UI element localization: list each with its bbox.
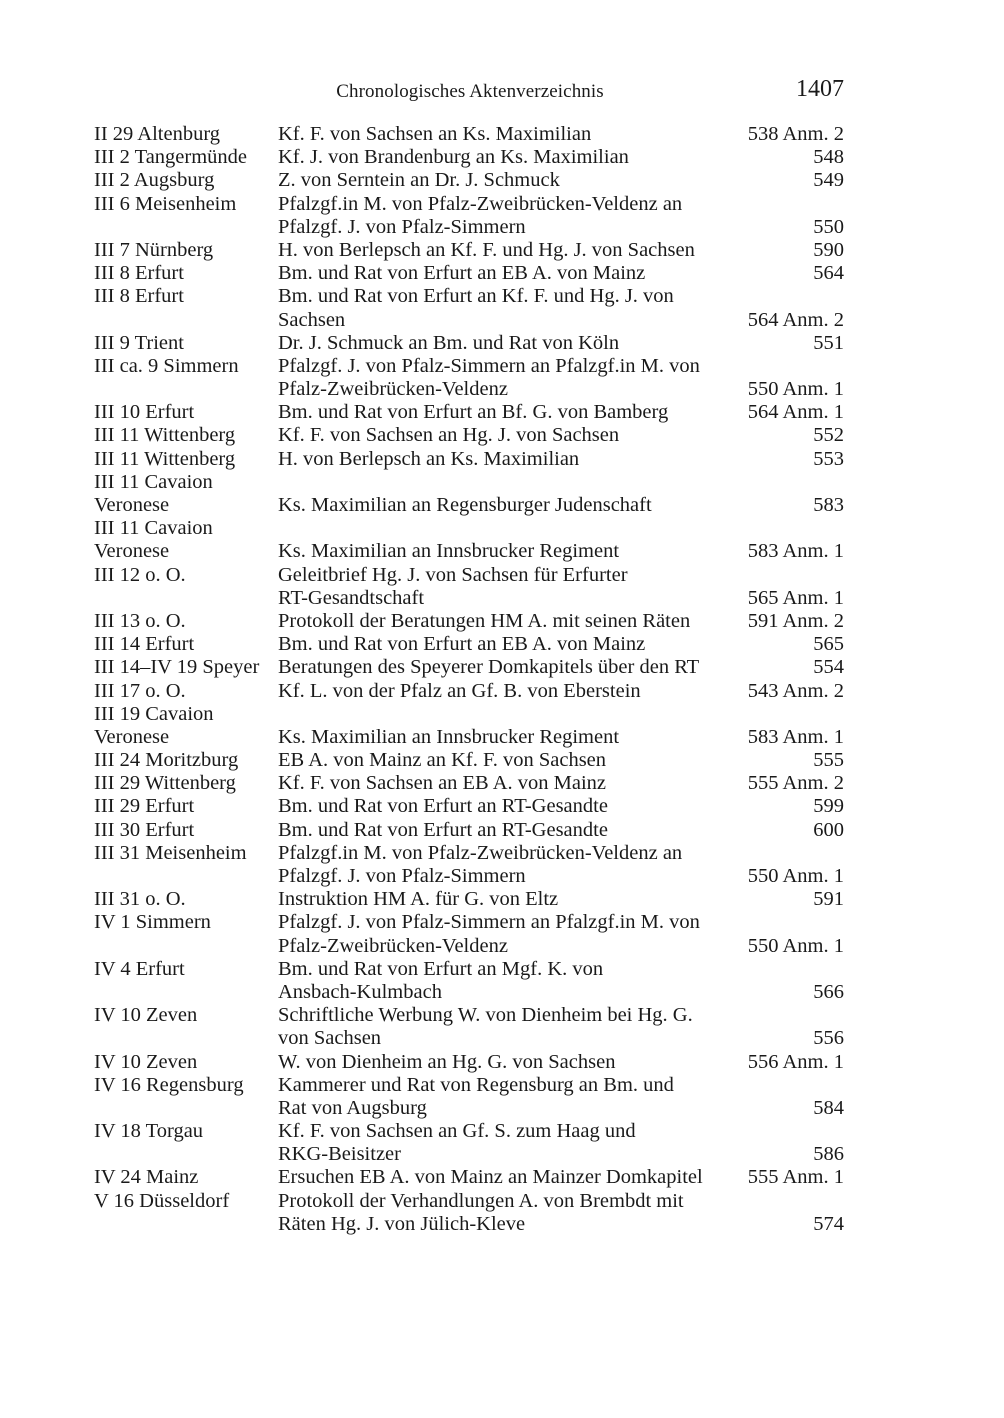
register-line	[94, 610, 846, 633]
entry-date-place: Veronese	[94, 540, 170, 563]
entry-description: Pfalzgf.in M. von Pfalz-Zweibrücken-Veldenz an	[278, 192, 683, 215]
entry-date-place: III 11 Wittenberg	[94, 424, 236, 447]
entry-date-place: III 19 Cavaion	[94, 702, 214, 725]
register-line	[94, 401, 846, 424]
entry-date-place: III 9 Trient	[94, 331, 184, 354]
entry-description: Bm. und Rat von Erfurt an Mgf. K. von	[278, 957, 604, 980]
register-line	[94, 819, 846, 842]
register-line	[94, 1143, 846, 1166]
register-line	[94, 680, 846, 703]
entry-description: H. von Berlepsch an Ks. Maximilian	[278, 447, 580, 470]
register-line	[94, 262, 846, 285]
register-line	[94, 1051, 846, 1074]
register-line	[94, 749, 846, 772]
entry-date-place: III 7 Nürnberg	[94, 238, 214, 261]
entry-reference-number: 565	[813, 633, 844, 656]
register-line	[94, 309, 846, 332]
entry-description: EB A. von Mainz an Kf. F. von Sachsen	[278, 749, 607, 772]
entry-reference-number: 548	[813, 146, 844, 169]
entry-date-place: IV 10 Zeven	[94, 1050, 198, 1073]
entry-date-place: III 31 o. O.	[94, 888, 186, 911]
entry-description: Bm. und Rat von Erfurt an RT-Gesandte	[278, 818, 608, 841]
entry-reference-number: 591 Anm. 2	[747, 609, 844, 632]
register-line	[94, 656, 846, 679]
register-line	[94, 772, 846, 795]
entry-description: Bm. und Rat von Erfurt an Kf. F. und Hg. J. von	[278, 285, 674, 308]
entry-description: Sachsen	[278, 308, 346, 331]
entry-reference-number: 565 Anm. 1	[747, 586, 844, 609]
register-line	[94, 1120, 846, 1143]
entry-reference-number: 564 Anm. 1	[747, 401, 844, 424]
entry-description: Kf. L. von der Pfalz an Gf. B. von Eberstein	[278, 679, 641, 702]
entry-date-place: III 2 Augsburg	[94, 169, 215, 192]
register-line	[94, 1004, 846, 1027]
entry-date-place: IV 1 Simmern	[94, 911, 211, 934]
entry-description: Ansbach-Kulmbach	[278, 980, 442, 1003]
entry-description: Pfalzgf. J. von Pfalz-Simmern	[278, 865, 526, 887]
register-line	[94, 494, 846, 517]
register-line	[94, 842, 846, 865]
running-header	[94, 76, 846, 110]
entry-description: Bm. und Rat von Erfurt an EB A. von Mainz	[278, 262, 646, 285]
entry-description: Beratungen des Speyerer Domkapitels über den RT	[278, 656, 700, 679]
entry-reference-number: 550 Anm. 1	[747, 934, 844, 957]
entry-date-place: V 16 Düsseldorf	[94, 1189, 230, 1212]
register-line	[94, 564, 846, 587]
entry-reference-number: 590	[813, 238, 844, 261]
register-line	[94, 169, 846, 192]
entry-description: Kf. F. von Sachsen an Ks. Maximilian	[278, 123, 592, 145]
entry-description: Bm. und Rat von Erfurt an EB A. von Mainz	[278, 633, 646, 656]
entry-reference-number: 550 Anm. 1	[747, 865, 844, 887]
register-line	[94, 1097, 846, 1120]
entry-description: Pfalz-Zweibrücken-Veldenz	[278, 378, 508, 401]
register-line	[94, 332, 846, 355]
entry-description: Protokoll der Verhandlungen A. von Brembdt mit	[278, 1189, 684, 1212]
register-line	[94, 911, 846, 934]
entry-description: RT-Gesandtschaft	[278, 586, 425, 609]
register-line	[94, 193, 846, 216]
entry-reference-number: 600	[813, 818, 844, 841]
entry-description: W. von Dienheim an Hg. G. von Sachsen	[278, 1050, 616, 1073]
register-line	[94, 517, 846, 540]
entry-date-place: IV 10 Zeven	[94, 1004, 198, 1027]
entry-date-place: III 12 o. O.	[94, 563, 186, 586]
register-line	[94, 285, 846, 308]
entry-description: Rat von Augsburg	[278, 1096, 427, 1119]
entry-date-place: III 11 Cavaion	[94, 470, 213, 493]
entry-description: Kf. F. von Sachsen an EB A. von Mainz	[278, 772, 607, 795]
entry-date-place: II 29 Altenburg	[94, 123, 221, 145]
entry-description: Geleitbrief Hg. J. von Sachsen für Erfurter	[278, 563, 628, 586]
entry-date-place: III 31 Meisenheim	[94, 841, 247, 864]
entry-reference-number: 599	[813, 795, 844, 818]
entry-reference-number: 574	[813, 1212, 844, 1235]
register-line	[94, 935, 846, 958]
entry-reference-number: 550	[813, 215, 844, 238]
register-line	[94, 633, 846, 656]
entry-date-place: III 6 Meisenheim	[94, 192, 237, 215]
entry-date-place: III ca. 9 Simmern	[94, 354, 239, 377]
entry-description: Ks. Maximilian an Innsbrucker Regiment	[278, 540, 620, 563]
chronological-register	[94, 123, 846, 1236]
register-line	[94, 123, 846, 146]
entry-reference-number: 566	[813, 980, 844, 1003]
entry-description: H. von Berlepsch an Kf. F. und Hg. J. von Sachsen	[278, 238, 695, 261]
entry-reference-number: 555	[813, 749, 844, 772]
entry-date-place: III 2 Tangermünde	[94, 146, 248, 169]
entry-date-place: III 10 Erfurt	[94, 401, 195, 424]
entry-reference-number: 543 Anm. 2	[747, 679, 844, 702]
register-line	[94, 1027, 846, 1050]
entry-date-place: IV 24 Mainz	[94, 1166, 199, 1189]
entry-date-place: III 14–IV 19 Speyer	[94, 656, 260, 679]
entry-date-place: III 8 Erfurt	[94, 262, 184, 285]
register-line	[94, 1074, 846, 1097]
entry-reference-number: 555 Anm. 1	[747, 1166, 844, 1189]
entry-reference-number: 586	[813, 1143, 844, 1166]
entry-description: Z. von Serntein an Dr. J. Schmuck	[278, 169, 560, 192]
register-line	[94, 378, 846, 401]
register-line	[94, 1190, 846, 1213]
entry-date-place: III 8 Erfurt	[94, 285, 184, 308]
entry-reference-number: 583 Anm. 1	[747, 725, 844, 748]
entry-description: Bm. und Rat von Erfurt an Bf. G. von Bamberg	[278, 401, 669, 424]
entry-reference-number: 556 Anm. 1	[747, 1050, 844, 1073]
entry-date-place: III 30 Erfurt	[94, 818, 195, 841]
entry-reference-number: 556	[813, 1027, 844, 1050]
register-line	[94, 448, 846, 471]
entry-description: Schriftliche Werbung W. von Dienheim bei Hg. G.	[278, 1004, 693, 1027]
register-line	[94, 1213, 846, 1236]
entry-date-place: III 14 Erfurt	[94, 633, 195, 656]
entry-reference-number: 584	[813, 1096, 844, 1119]
entry-reference-number: 591	[813, 888, 844, 911]
entry-date-place: III 17 o. O.	[94, 679, 186, 702]
register-line	[94, 981, 846, 1004]
header-title: Chronologisches Aktenverzeichnis	[336, 81, 604, 102]
register-line	[94, 795, 846, 818]
register-line	[94, 540, 846, 563]
entry-date-place: III 29 Erfurt	[94, 795, 195, 818]
entry-date-place: Veronese	[94, 725, 170, 748]
register-line	[94, 865, 846, 888]
entry-reference-number: 583 Anm. 1	[747, 540, 844, 563]
entry-description: Pfalzgf.in M. von Pfalz-Zweibrücken-Veldenz an	[278, 841, 683, 864]
entry-date-place: III 24 Moritzburg	[94, 749, 239, 772]
entry-description: Pfalzgf. J. von Pfalz-Simmern an Pfalzgf.in M. von	[278, 354, 700, 377]
entry-description: Ks. Maximilian an Innsbrucker Regiment	[278, 725, 620, 748]
entry-date-place: IV 4 Erfurt	[94, 957, 185, 980]
entry-date-place: Veronese	[94, 494, 170, 516]
entry-reference-number: 538 Anm. 2	[747, 123, 844, 145]
register-line	[94, 355, 846, 378]
entry-reference-number: 564 Anm. 2	[747, 308, 844, 331]
entry-date-place: III 29 Wittenberg	[94, 772, 236, 795]
entry-reference-number: 550 Anm. 1	[747, 378, 844, 401]
entry-date-place: III 13 o. O.	[94, 609, 186, 632]
register-line	[94, 587, 846, 610]
page-number: 1407	[796, 76, 844, 102]
entry-description: Pfalzgf. J. von Pfalz-Simmern	[278, 215, 526, 238]
register-line	[94, 424, 846, 447]
entry-reference-number: 551	[813, 331, 844, 354]
entry-description: RKG-Beisitzer	[278, 1143, 401, 1166]
register-line	[94, 703, 846, 726]
entry-description: Kammerer und Rat von Regensburg an Bm. und	[278, 1073, 674, 1096]
register-line	[94, 146, 846, 169]
entry-date-place: III 11 Wittenberg	[94, 447, 236, 470]
register-line	[94, 958, 846, 981]
entry-description: Dr. J. Schmuck an Bm. und Rat von Köln	[278, 331, 620, 354]
entry-reference-number: 555 Anm. 2	[747, 772, 844, 795]
entry-date-place: IV 16 Regensburg	[94, 1073, 244, 1096]
entry-description: Protokoll der Beratungen HM A. mit seinen Räten	[278, 609, 691, 632]
entry-description: Bm. und Rat von Erfurt an RT-Gesandte	[278, 795, 608, 818]
entry-description: Instruktion HM A. für G. von Eltz	[278, 888, 559, 911]
entry-reference-number: 564	[813, 262, 844, 285]
register-line	[94, 1166, 846, 1189]
entry-reference-number: 552	[813, 424, 844, 447]
register-line	[94, 216, 846, 239]
entry-description: Pfalz-Zweibrücken-Veldenz	[278, 934, 508, 957]
entry-description: Pfalzgf. J. von Pfalz-Simmern an Pfalzgf.in M. von	[278, 911, 700, 934]
register-line	[94, 471, 846, 494]
entry-reference-number: 553	[813, 447, 844, 470]
entry-description: von Sachsen	[278, 1027, 382, 1050]
entry-description: Ks. Maximilian an Regensburger Judenschaft	[278, 494, 652, 516]
entry-reference-number: 549	[813, 169, 844, 192]
entry-date-place: IV 18 Torgau	[94, 1120, 204, 1143]
register-line	[94, 239, 846, 262]
entry-description: Kf. J. von Brandenburg an Ks. Maximilian	[278, 146, 629, 169]
entry-reference-number: 583	[813, 494, 844, 516]
entry-description: Ersuchen EB A. von Mainz an Mainzer Domkapitel	[278, 1166, 703, 1189]
entry-description: Kf. F. von Sachsen an Gf. S. zum Haag und	[278, 1120, 636, 1143]
entry-description: Räten Hg. J. von Jülich-Kleve	[278, 1212, 526, 1235]
register-line	[94, 726, 846, 749]
entry-description: Kf. F. von Sachsen an Hg. J. von Sachsen	[278, 424, 620, 447]
entry-reference-number: 554	[813, 656, 844, 679]
register-line	[94, 888, 846, 911]
entry-date-place: III 11 Cavaion	[94, 517, 213, 540]
